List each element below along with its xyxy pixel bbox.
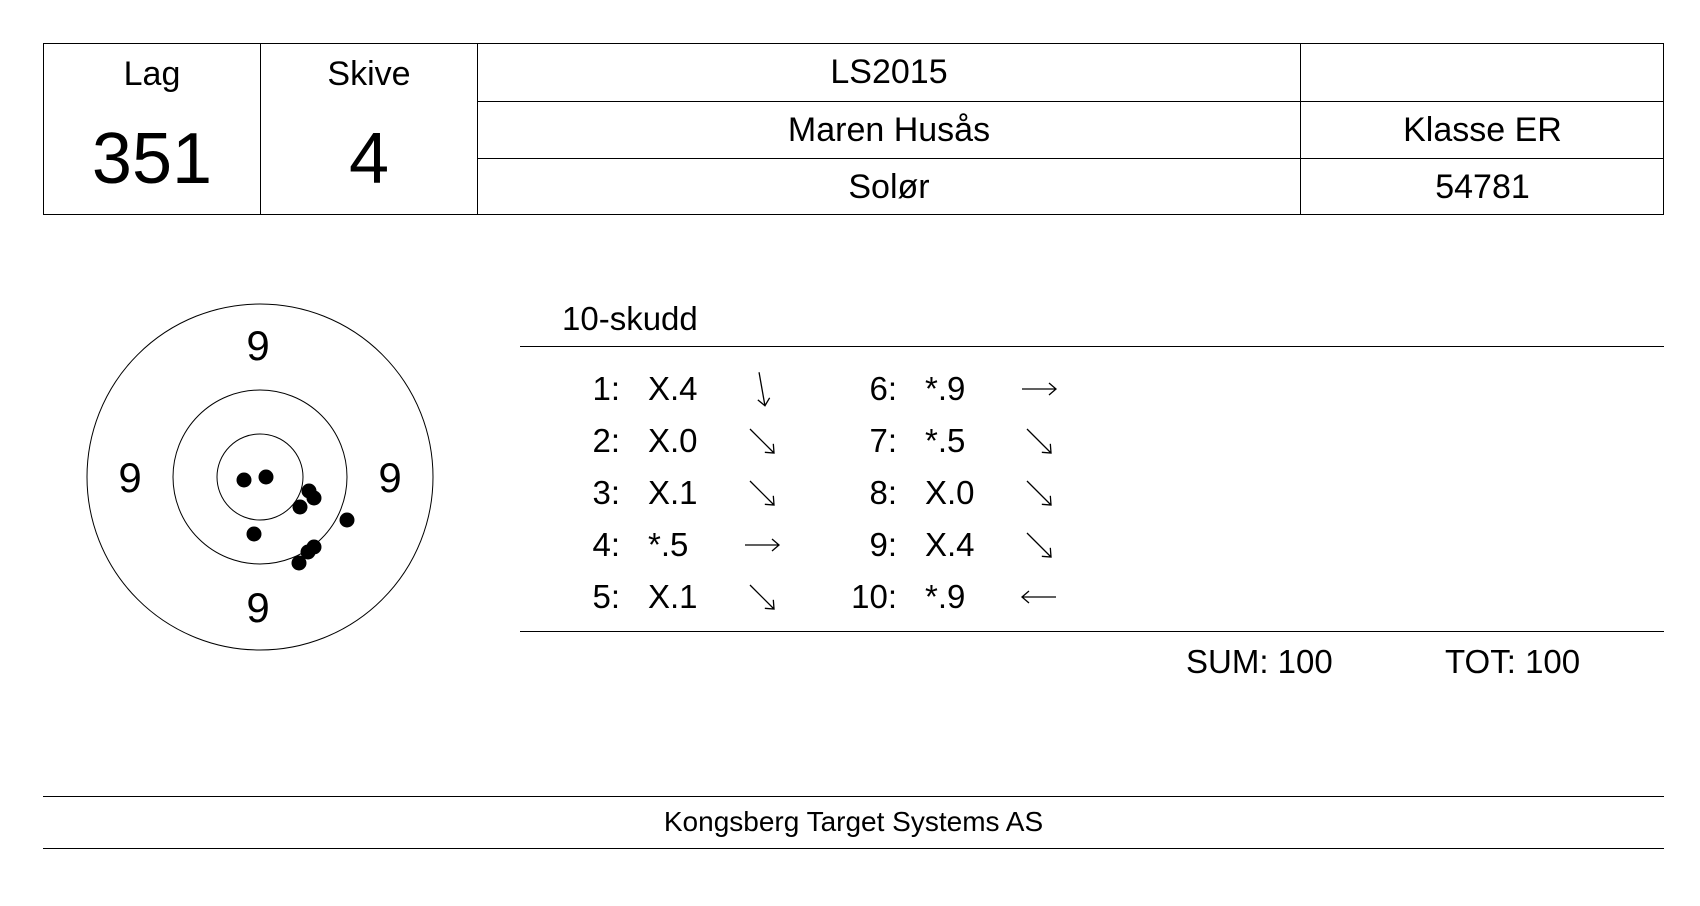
shot-row — [570, 473, 800, 513]
shot-hole — [307, 491, 322, 506]
shot-number: 7: — [869, 422, 897, 459]
shot-direction-arrow-icon — [1019, 369, 1059, 409]
shot-score: *.5 — [925, 422, 966, 459]
shot-direction-arrow-icon — [742, 421, 782, 461]
ring-label-bottom: 9 — [246, 584, 270, 631]
shot-hole — [237, 473, 252, 488]
footer-rule-bottom — [43, 848, 1664, 849]
shot-score: X.1 — [648, 474, 698, 511]
event-extra — [1301, 44, 1664, 101]
shot-number: 8: — [869, 474, 897, 511]
ring-label-left: 9 — [118, 454, 142, 501]
shot-direction-arrow-icon — [742, 525, 782, 565]
shot-number: 5: — [592, 578, 620, 615]
shot-hole — [293, 500, 308, 515]
shot-score: X.0 — [925, 474, 975, 511]
shot-number: 4: — [592, 526, 620, 563]
footer-company: Kongsberg Target Systems AS — [663, 806, 1044, 837]
shot-direction-arrow-icon — [1019, 525, 1059, 565]
shot-score: X.4 — [925, 526, 975, 563]
shot-row — [847, 473, 1077, 513]
shooter-id: 54781 — [1435, 167, 1530, 206]
footer-rule-top — [43, 796, 1664, 797]
shot-row — [847, 421, 1077, 461]
shot-score: X.4 — [648, 370, 698, 407]
shot-hole — [292, 556, 307, 571]
shot-number: 9: — [869, 526, 897, 563]
shot-row — [847, 369, 1077, 409]
scorecard-header — [43, 43, 1664, 215]
series-title: 10-skudd — [562, 300, 698, 337]
event-name: LS2015 — [830, 53, 948, 91]
shot-direction-arrow-icon — [742, 369, 782, 409]
shot-direction-arrow-icon — [1019, 577, 1059, 617]
shot-target — [85, 302, 435, 652]
shot-score: X.1 — [648, 578, 698, 615]
series-rule-bottom — [520, 631, 1664, 632]
lag-label: Lag — [123, 54, 181, 93]
skive-value: 4 — [348, 119, 390, 199]
shot-hole — [340, 513, 355, 528]
shot-direction-arrow-icon — [742, 577, 782, 617]
shot-score: *.5 — [648, 526, 689, 563]
shot-number: 3: — [592, 474, 620, 511]
shot-row — [570, 369, 800, 409]
ring-label-right: 9 — [378, 454, 402, 501]
shooter-name: Maren Husås — [787, 110, 991, 149]
shot-row — [847, 577, 1077, 617]
shot-row — [847, 525, 1077, 565]
shot-score: *.9 — [925, 370, 966, 407]
shot-hole — [259, 470, 274, 485]
series-rule-top — [520, 346, 1664, 347]
shooter-class: Klasse ER — [1403, 110, 1562, 149]
shot-number: 6: — [869, 370, 897, 407]
shot-direction-arrow-icon — [742, 473, 782, 513]
shot-score: *.9 — [925, 578, 966, 615]
shot-row — [570, 577, 800, 617]
shot-number: 2: — [592, 422, 620, 459]
shot-hole — [247, 527, 262, 542]
ring-label-top: 9 — [246, 322, 270, 369]
shot-number: 10: — [851, 578, 897, 615]
shot-row — [570, 525, 800, 565]
shot-score: X.0 — [648, 422, 698, 459]
skive-label: Skive — [327, 54, 411, 93]
shot-number: 1: — [592, 370, 620, 407]
shot-row — [570, 421, 800, 461]
shot-direction-arrow-icon — [1019, 473, 1059, 513]
lag-value: 351 — [91, 119, 213, 199]
shot-direction-arrow-icon — [1019, 421, 1059, 461]
grand-total: TOT: 100 — [1445, 643, 1581, 680]
sum-total: SUM: 100 — [1186, 643, 1333, 680]
club-name: Solør — [848, 167, 930, 206]
